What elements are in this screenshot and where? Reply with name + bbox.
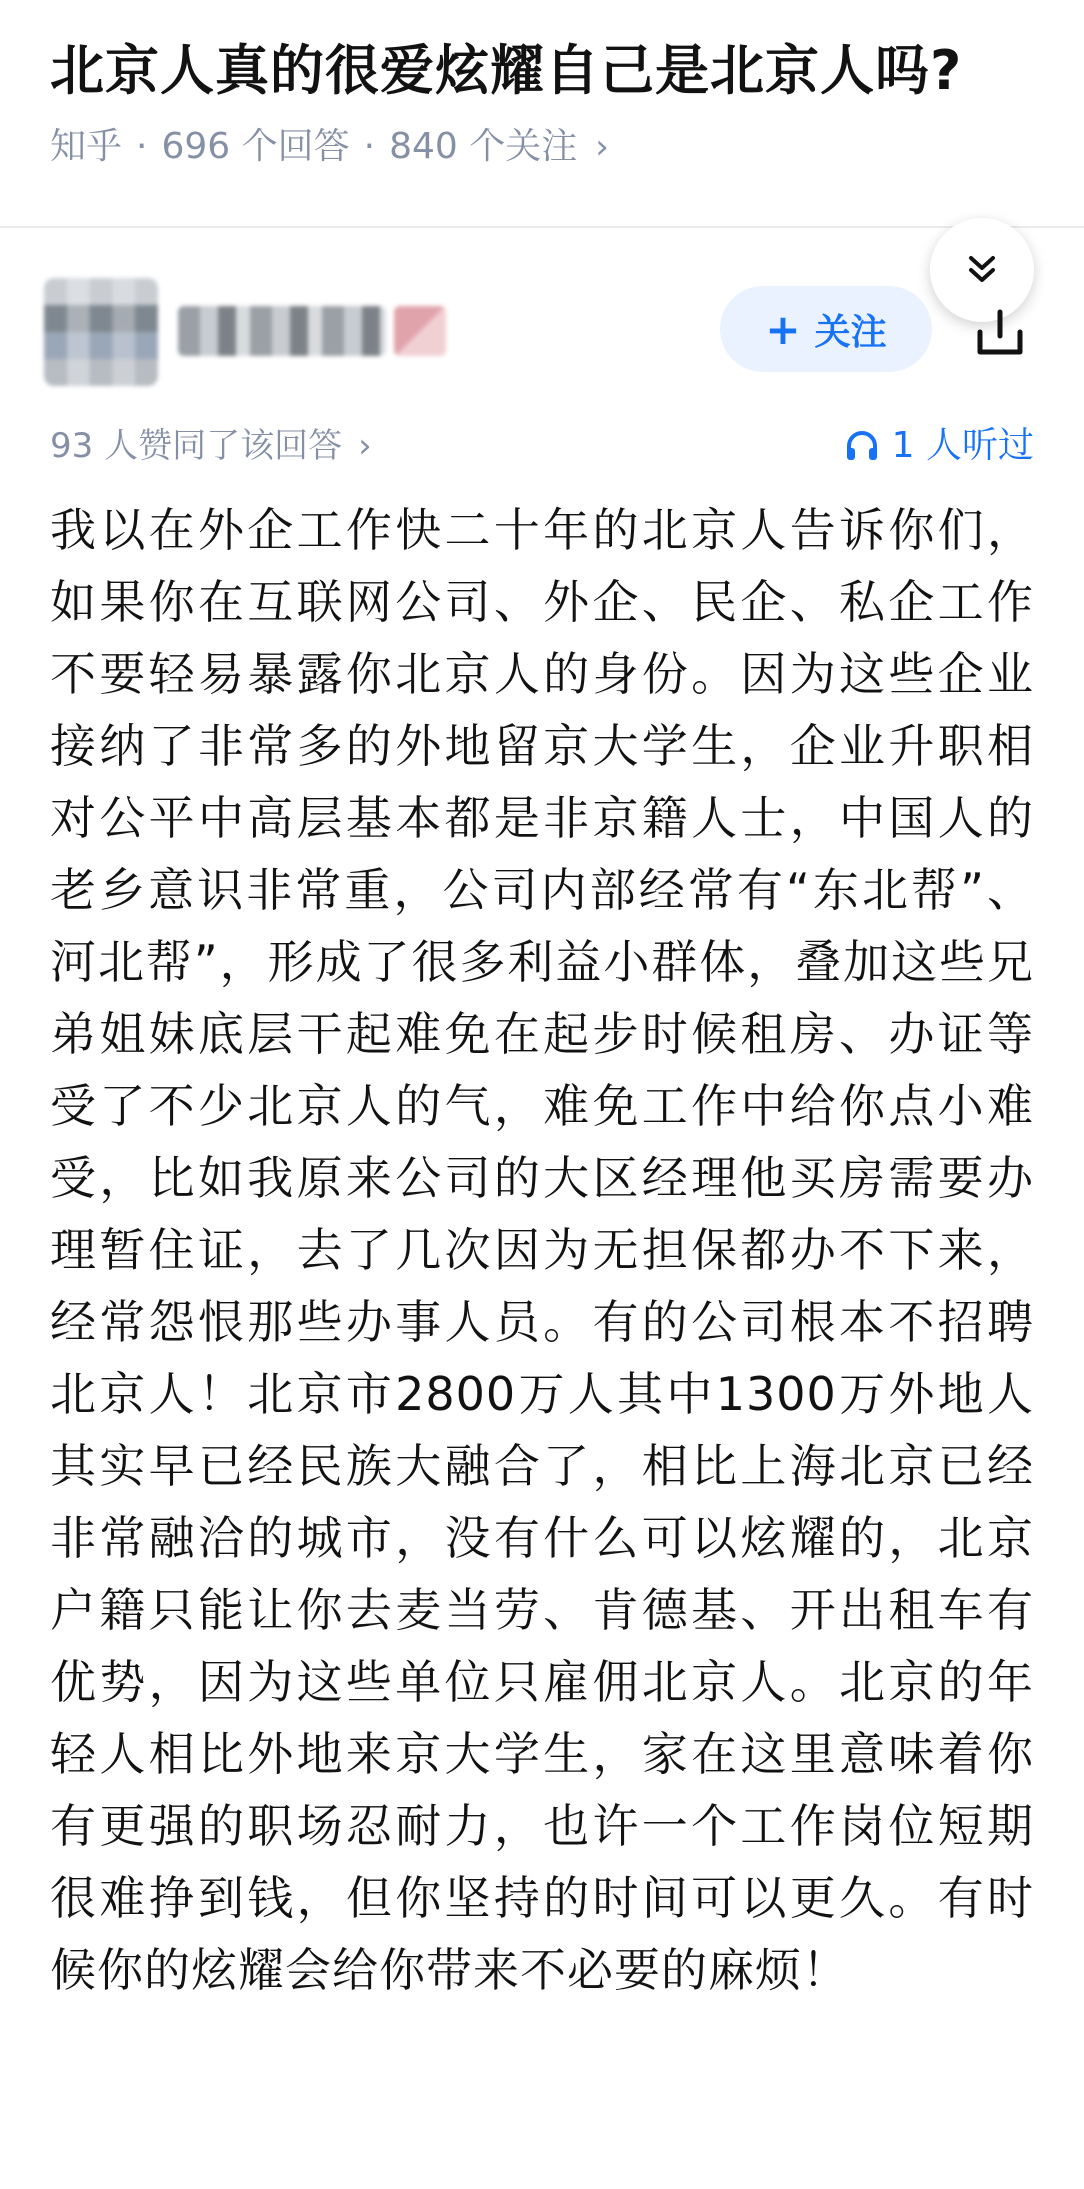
- author-row: [0, 262, 1084, 392]
- author-name[interactable]: [178, 306, 386, 356]
- share-icon[interactable]: [970, 302, 1030, 362]
- answers-count: 696 个回答: [161, 126, 350, 167]
- source-label: 知乎: [50, 126, 123, 167]
- answer-stats: [0, 418, 1084, 474]
- meta-separator: ·: [363, 126, 376, 167]
- chevron-right-icon: ›: [595, 127, 609, 167]
- listened-button[interactable]: [844, 418, 1034, 474]
- listened-text: 1 人听过: [891, 425, 1034, 466]
- question-header: [0, 0, 1084, 228]
- likes-text: 93 人赞同了该回答: [50, 426, 343, 466]
- chevron-right-icon: ›: [358, 426, 372, 466]
- plus-icon: +: [765, 304, 801, 354]
- answer-body: 我以在外企工作快二十年的北京人告诉你们，如果你在互联网公司、外企、民企、私企工作不要轻易暴露你北京人的身份。因为这些企业接纳了非常多的外地留京大学生，企业升职相对公平中高层基本都是非京籍人士，中国人的老乡意识非常重，公司内部经常有“东北帮”、河北帮”，形成了很多利益小群体，叠加这些兄弟姐妹底层干起难免在起步时候租房、办证等受了不少北京人的气，难免工作中给你点小难受，比如我原来公司的大区经理他买房需要办理暂住证，去了几次因为无担保都办不下来，经常怨恨那些办事人员。有的公司根本不招聘北京人！北京市2800万人其中1300万外地人其实早已经民族大融合了，相比上海北京已经非常融洽的城市，没有什么可以炫耀的，北京户籍只能让你去麦当劳、肯德基、开出租车有优势，因为这些单位只雇佣北京人。北京的年轻人相比外地来京大学生，家在这里意味着你有更强的职场忍耐力，也许一个工作岗位短期很难挣到钱，但你坚持的时间可以更久。有时候你的炫耀会给你带来不必要的麻烦！: [50, 503, 1034, 1997]
- question-meta[interactable]: [50, 122, 609, 172]
- avatar[interactable]: [44, 278, 158, 386]
- headphones-icon: [844, 428, 880, 464]
- meta-separator: ·: [136, 126, 148, 167]
- author-badge: [394, 306, 446, 356]
- follow-button[interactable]: [720, 286, 932, 372]
- follow-label: 关注: [814, 311, 887, 353]
- question-title[interactable]: 北京人真的很爱炫耀自己是北京人吗?: [50, 39, 963, 102]
- followers-count: 840 个关注: [389, 126, 578, 167]
- likes-summary[interactable]: [50, 418, 372, 474]
